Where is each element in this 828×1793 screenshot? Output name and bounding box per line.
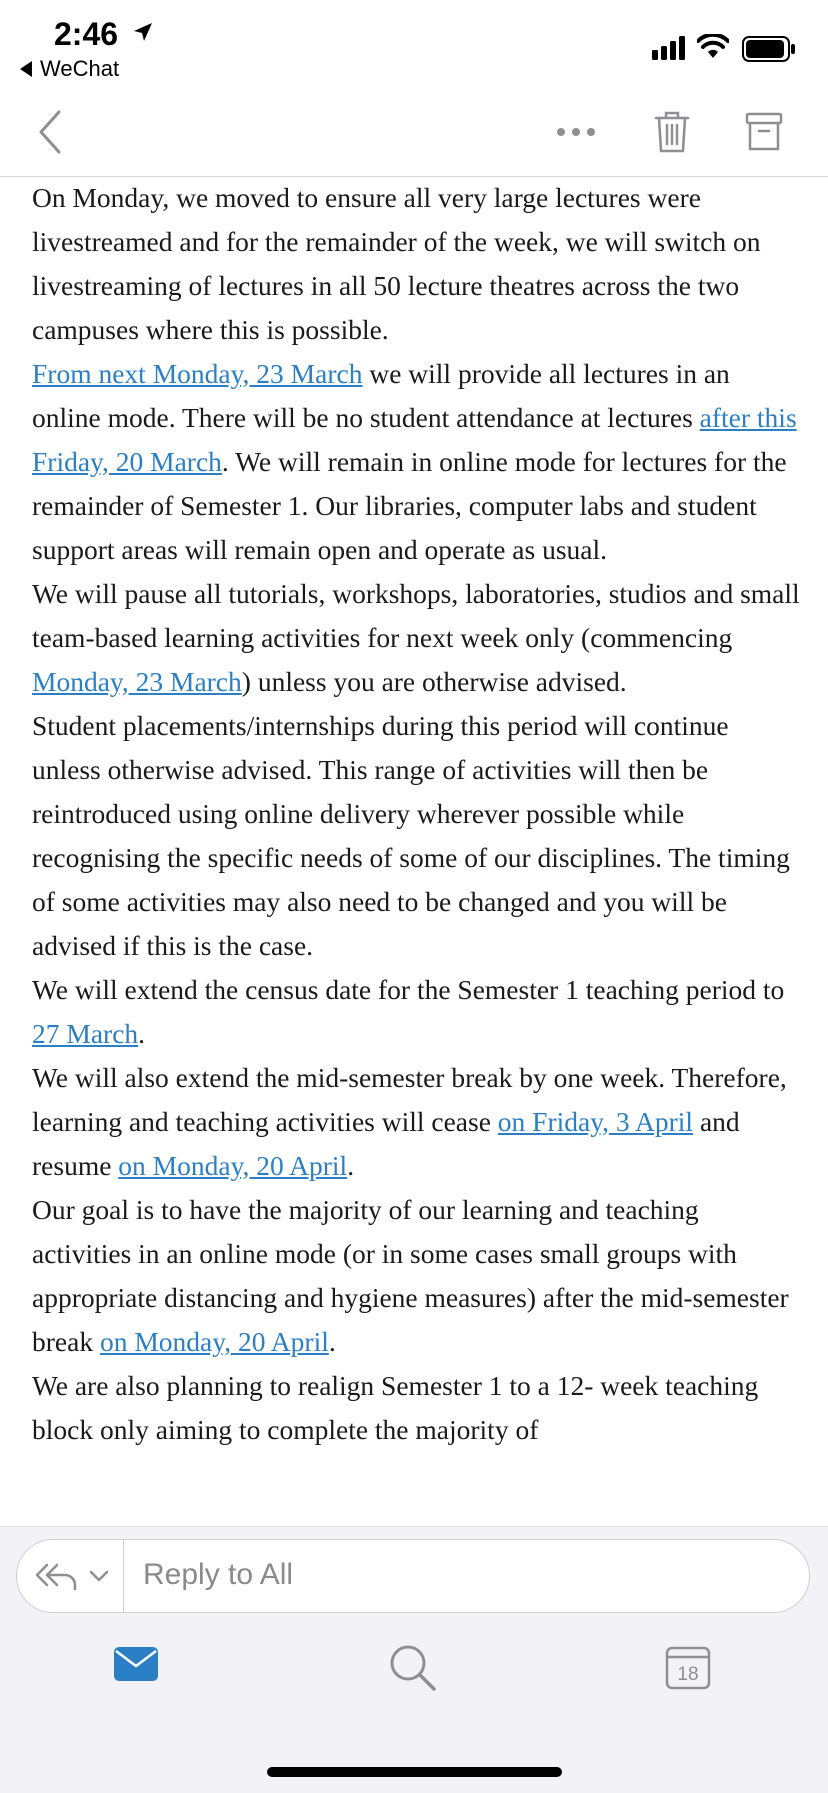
email-body [32,176,802,1526]
date-link[interactable]: 27 March [32,1018,139,1049]
reply-bar[interactable] [16,1539,810,1613]
delete-button[interactable] [650,106,694,158]
email-paragraph [32,704,802,968]
email-paragraph [32,1188,802,1364]
status-time: 2:46 [54,16,119,52]
calendar-icon [664,1643,712,1691]
chevron-left-icon [37,110,63,154]
calendar-day: 18 [677,1664,699,1685]
paragraph-text: Student placements/internships during this period will continue unless otherwise advised. This range of activities will then be reintroduced using online delivery wherever possible while recognising the specific needs of some of our disciplines. The timing of some activities may also need to be changed and you will be advised if this is the case. [32,710,790,961]
paragraph-text: and resume [32,1106,740,1181]
paragraph-text: We are also planning to realign Semester 1 to a 12- week teaching block only aiming to complete the majority of [32,1370,759,1445]
date-link[interactable]: after this Friday, 20 March [32,402,797,477]
email-paragraph [32,968,802,1056]
ellipsis-icon [556,127,596,137]
email-paragraph [32,1056,802,1188]
reply-divider [123,1540,124,1612]
date-link[interactable]: on Monday, 20 April [118,1150,348,1181]
paragraph-text: We will pause all tutorials, workshops, laboratories, studios and small team-based learning activities for next week only (commencing [32,578,800,653]
reply-options-button[interactable] [35,1556,135,1596]
email-paragraph [32,1364,802,1452]
more-options-button[interactable] [548,110,604,154]
archive-icon [745,112,783,152]
archive-button[interactable] [742,108,786,156]
search-icon [388,1643,438,1693]
trash-icon [654,110,690,154]
status-bar [0,0,828,88]
paragraph-text: We will also extend the mid-semester break by one week. Therefore, learning and teaching activities will cease [32,1062,787,1137]
chevron-down-icon [89,1570,109,1582]
paragraph-text: On Monday, we moved to ensure all very large lectures were livestreamed and for the remainder of the week, we will switch on livestreaming of lectures in all 50 lecture theatres across the two campuses where this is possible. [32,182,761,345]
battery-icon [742,36,796,62]
paragraph-text: . We will remain in online mode for lectures for the remainder of Semester 1. Our libraries, computer labs and student support areas will remain open and operate as usual. [32,446,787,565]
back-button[interactable] [30,104,70,160]
back-triangle-icon [20,61,32,77]
email-paragraph [32,176,802,352]
tab-calendar[interactable] [664,1643,712,1696]
email-paragraph [32,572,802,704]
paragraph-text: . [138,1018,146,1049]
paragraph-text: . [328,1326,336,1357]
paragraph-text: we will provide all lectures in an online mode. There will be no student attendance at lectures [32,358,730,433]
wifi-icon [697,34,729,60]
paragraph-text: . [347,1150,355,1181]
date-link[interactable]: Monday, 23 March [32,666,242,697]
email-toolbar [0,88,828,177]
paragraph-text: ) unless you are otherwise advised. [241,666,627,697]
tab-mail[interactable] [112,1643,160,1688]
back-to-app-link[interactable] [20,56,119,82]
home-indicator [267,1767,562,1777]
cellular-signal-icon [652,36,688,60]
paragraph-text: We will extend the census date for the Semester 1 teaching period to [32,974,785,1005]
mail-icon [112,1643,160,1683]
reply-all-icon [35,1559,79,1593]
tab-search[interactable] [388,1643,438,1698]
location-arrow-icon [133,22,153,42]
date-link[interactable]: on Friday, 3 April [497,1106,694,1137]
date-link[interactable]: on Monday, 20 April [99,1326,329,1357]
date-link[interactable]: From next Monday, 23 March [32,358,363,389]
paragraph-text: Our goal is to have the majority of our learning and teaching activities in an online mode (or in some cases small groups with appropriate distancing and hygiene measures) after the mid-semester break [32,1194,789,1357]
email-paragraph [32,352,802,572]
back-app-label: WeChat [40,56,120,81]
reply-area [0,1526,828,1793]
reply-input[interactable]: Reply to All [143,1558,294,1591]
